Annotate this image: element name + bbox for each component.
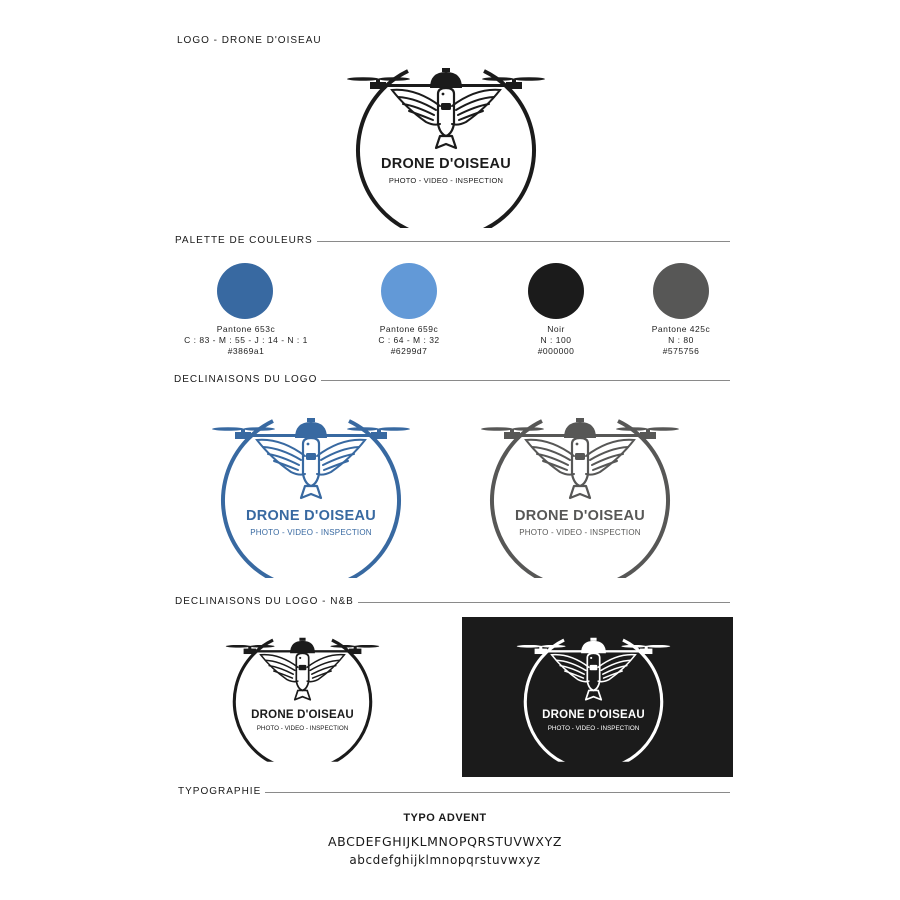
logo-variant-white bbox=[516, 622, 671, 762]
font-name: TYPO ADVENT bbox=[403, 812, 487, 824]
swatch-label-1: Pantone 653c C : 83 - M : 55 - J : 14 - N : 1 #3869a1 bbox=[184, 324, 308, 356]
logo-variant-blue bbox=[211, 398, 411, 578]
drone-bird-icon bbox=[480, 398, 680, 578]
drone-bird-icon bbox=[225, 622, 380, 762]
logo-tagline: PHOTO - VIDEO - INSPECTION bbox=[388, 176, 504, 185]
section-title-palette: PALETTE DE COULEURS bbox=[175, 235, 317, 246]
logo-name: DRONE D'OISEAU bbox=[542, 709, 645, 721]
logo-tagline: PHOTO - VIDEO - INSPECTION bbox=[256, 725, 349, 732]
logo-name: DRONE D'OISEAU bbox=[245, 508, 377, 524]
logo-tagline: PHOTO - VIDEO - INSPECTION bbox=[250, 528, 372, 537]
swatch-pantone-425c bbox=[653, 263, 709, 319]
swatch-pantone-659c bbox=[381, 263, 437, 319]
drone-bird-icon bbox=[516, 622, 671, 762]
font-sample-lowercase: abcdefghijklmnopqrstuvwxyz bbox=[349, 853, 541, 867]
drone-bird-icon bbox=[211, 398, 411, 578]
logo-name: DRONE D'OISEAU bbox=[514, 508, 646, 524]
logo-name: DRONE D'OISEAU bbox=[251, 709, 354, 721]
logo-tagline: PHOTO - VIDEO - INSPECTION bbox=[519, 528, 641, 537]
drone-bird-icon bbox=[346, 48, 546, 228]
logo-variant-black bbox=[225, 622, 380, 762]
main-logo bbox=[346, 48, 546, 228]
logo-tagline: PHOTO - VIDEO - INSPECTION bbox=[547, 725, 640, 732]
logo-name: DRONE D'OISEAU bbox=[380, 156, 512, 172]
section-title-logo: LOGO - DRONE D'OISEAU bbox=[177, 35, 326, 46]
font-sample-uppercase: ABCDEFGHIJKLMNOPQRSTUVWXYZ bbox=[328, 834, 562, 849]
swatch-label-2: Pantone 659c C : 64 - M : 32 #6299d7 bbox=[378, 324, 440, 356]
section-title-typo: TYPOGRAPHIE bbox=[178, 786, 265, 797]
swatch-pantone-653c bbox=[217, 263, 273, 319]
logo-variant-grey bbox=[480, 398, 680, 578]
swatch-label-3: Noir N : 100 #000000 bbox=[537, 324, 575, 356]
section-title-bw: DECLINAISONS DU LOGO - N&B bbox=[175, 596, 358, 607]
swatch-noir bbox=[528, 263, 584, 319]
swatch-label-4: Pantone 425c N : 80 #575756 bbox=[651, 324, 711, 356]
section-title-variants: DECLINAISONS DU LOGO bbox=[174, 374, 321, 385]
